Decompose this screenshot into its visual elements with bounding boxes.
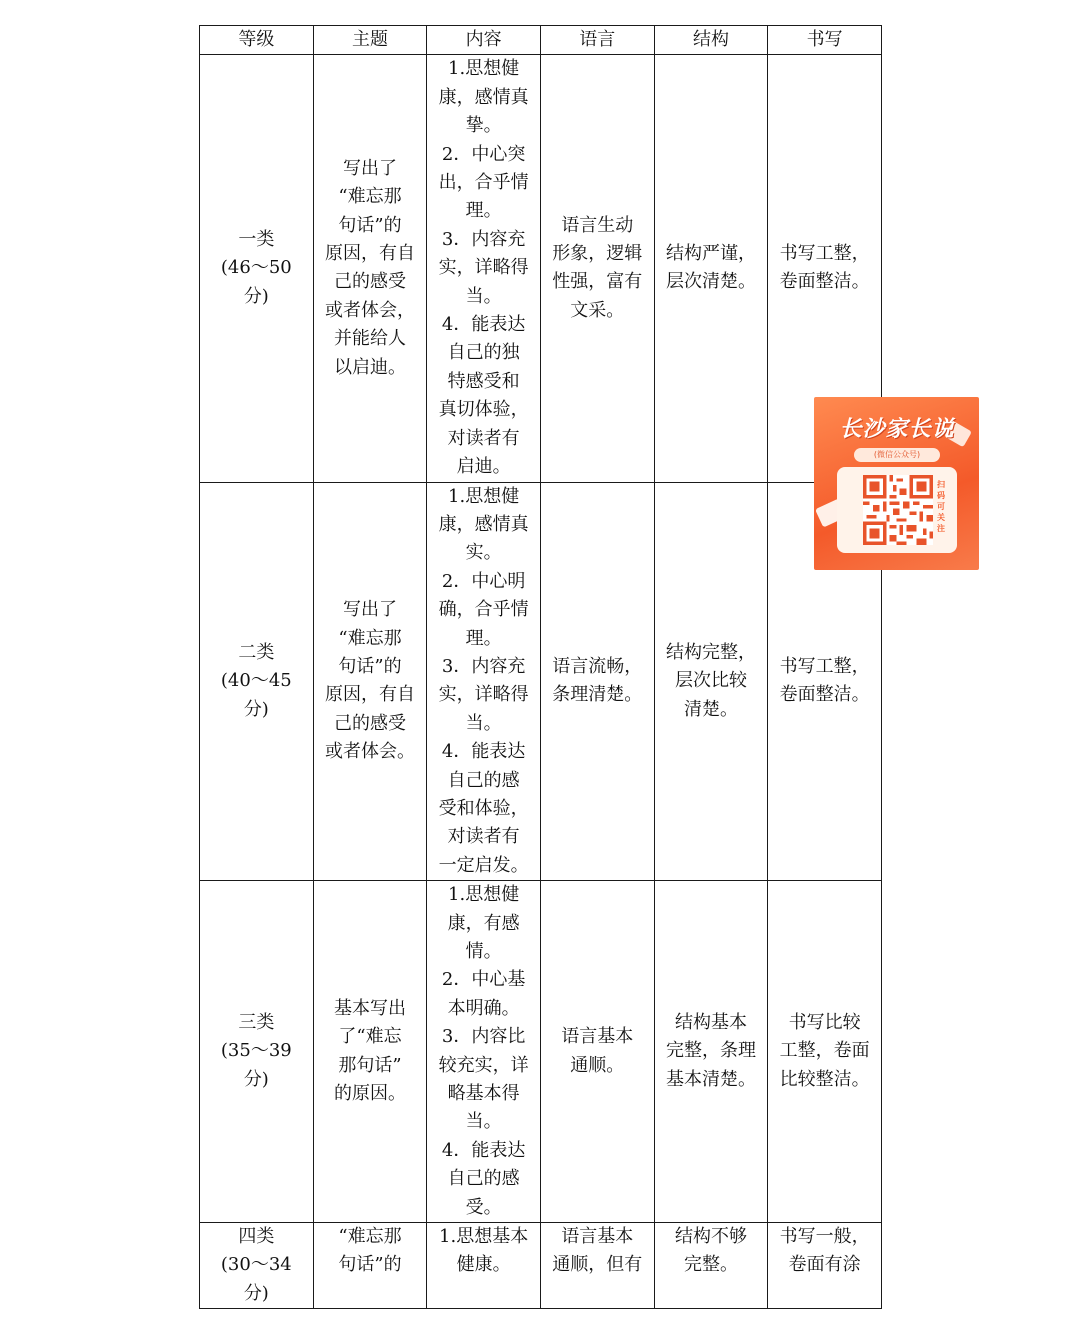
language-cell [540, 482, 654, 881]
theme-text: “难忘那 句话”的 [338, 1226, 402, 1276]
writing-cell [768, 881, 882, 1223]
theme-cell [313, 55, 427, 482]
content-text: 1.思想基本 健康。 [439, 1226, 529, 1276]
theme-text: 写出了 “难忘那 句话”的 原因，有自 己的感受 或者体会。 [324, 599, 415, 763]
grade-cell [200, 1223, 314, 1309]
language-cell [540, 55, 654, 482]
table-row [200, 482, 882, 881]
table-row [200, 1223, 882, 1309]
badge-title: 长沙家长说 [839, 417, 955, 442]
table-row [200, 55, 882, 482]
language-cell [540, 881, 654, 1223]
language-text: 语言流畅， 条理清楚。 [552, 655, 643, 706]
table-row [200, 881, 882, 1223]
grade-cell [200, 881, 314, 1223]
structure-text: 结构严谨， 层次清楚。 [665, 243, 756, 293]
grade-text: 四类 (30～34 分) [220, 1226, 292, 1304]
structure-cell [654, 482, 768, 881]
language-cell [540, 1223, 654, 1309]
language-text: 语言基本 通顺，但有 [552, 1226, 643, 1276]
structure-cell [654, 55, 768, 482]
writing-cell [768, 1223, 882, 1309]
scan-to-follow-label: 扫码可关注 [937, 480, 945, 533]
writing-text: 书写比较 工整，卷面 比较整洁。 [779, 1012, 870, 1090]
structure-cell [654, 1223, 768, 1309]
grade-cell [200, 55, 314, 482]
badge-subtitle: (微信公众号) [854, 448, 940, 462]
content-cell [427, 1223, 541, 1309]
language-text: 语言生动 形象，逻辑 性强，富有 文采。 [552, 214, 643, 321]
content-text: 1.思想健 康，感情真 挚。 2．中心突 出，合乎情 理。 3．内容充 实，详略得 当。 4．能表达 自己的独 特感受和 真切体验， 对读者有 启迪。 [438, 58, 529, 478]
theme-text: 基本写出 了“难忘 那句话” 的原因。 [333, 997, 406, 1105]
theme-text: 写出了 “难忘那 句话”的 原因，有自 己的感受 或者体会， 并能给人 以启迪。 [324, 157, 415, 378]
header-row [200, 26, 882, 55]
language-text: 语言基本 通顺。 [561, 1026, 634, 1076]
structure-cell [654, 881, 768, 1223]
theme-cell [313, 482, 427, 881]
structure-text: 结构基本 完整，条理 基本清楚。 [665, 1012, 756, 1090]
content-cell [427, 881, 541, 1223]
qr-code-icon[interactable] [863, 475, 933, 545]
header-structure: 结构 [654, 26, 768, 55]
header-theme: 主题 [313, 26, 427, 55]
content-cell [427, 482, 541, 881]
writing-text: 书写一般， 卷面有涂 [779, 1226, 870, 1276]
content-text: 1.思想健 康，有感 情。 2．中心基 本明确。 3．内容比 较充实，详 略基本得 当。 4．能表达 自己的感 受。 [438, 884, 529, 1218]
grade-text: 三类 (35～39 分) [220, 1012, 292, 1090]
header-content: 内容 [427, 26, 541, 55]
content-text: 1.思想健 康，感情真 实。 2．中心明 确，合乎情 理。 3．内容充 实，详略得 当。 4．能表达 自己的感 受和体验， 对读者有 一定启发。 [438, 485, 529, 876]
writing-text: 书写工整， 卷面整洁。 [779, 655, 870, 706]
theme-cell [313, 881, 427, 1223]
structure-text: 结构不够 完整。 [674, 1226, 747, 1276]
wechat-qr-badge[interactable] [814, 397, 979, 570]
grade-text: 一类 (46～50 分) [220, 228, 292, 307]
header-writing: 书写 [768, 26, 882, 55]
theme-cell [313, 1223, 427, 1309]
header-language: 语言 [540, 26, 654, 55]
header-grade: 等级 [200, 26, 314, 55]
grade-cell [200, 482, 314, 881]
grade-text: 二类 (40～45 分) [220, 641, 292, 720]
grading-rubric-table [199, 25, 882, 1309]
structure-text: 结构完整， 层次比较 清楚。 [665, 641, 756, 720]
content-cell [427, 55, 541, 482]
writing-text: 书写工整， 卷面整洁。 [779, 243, 870, 293]
